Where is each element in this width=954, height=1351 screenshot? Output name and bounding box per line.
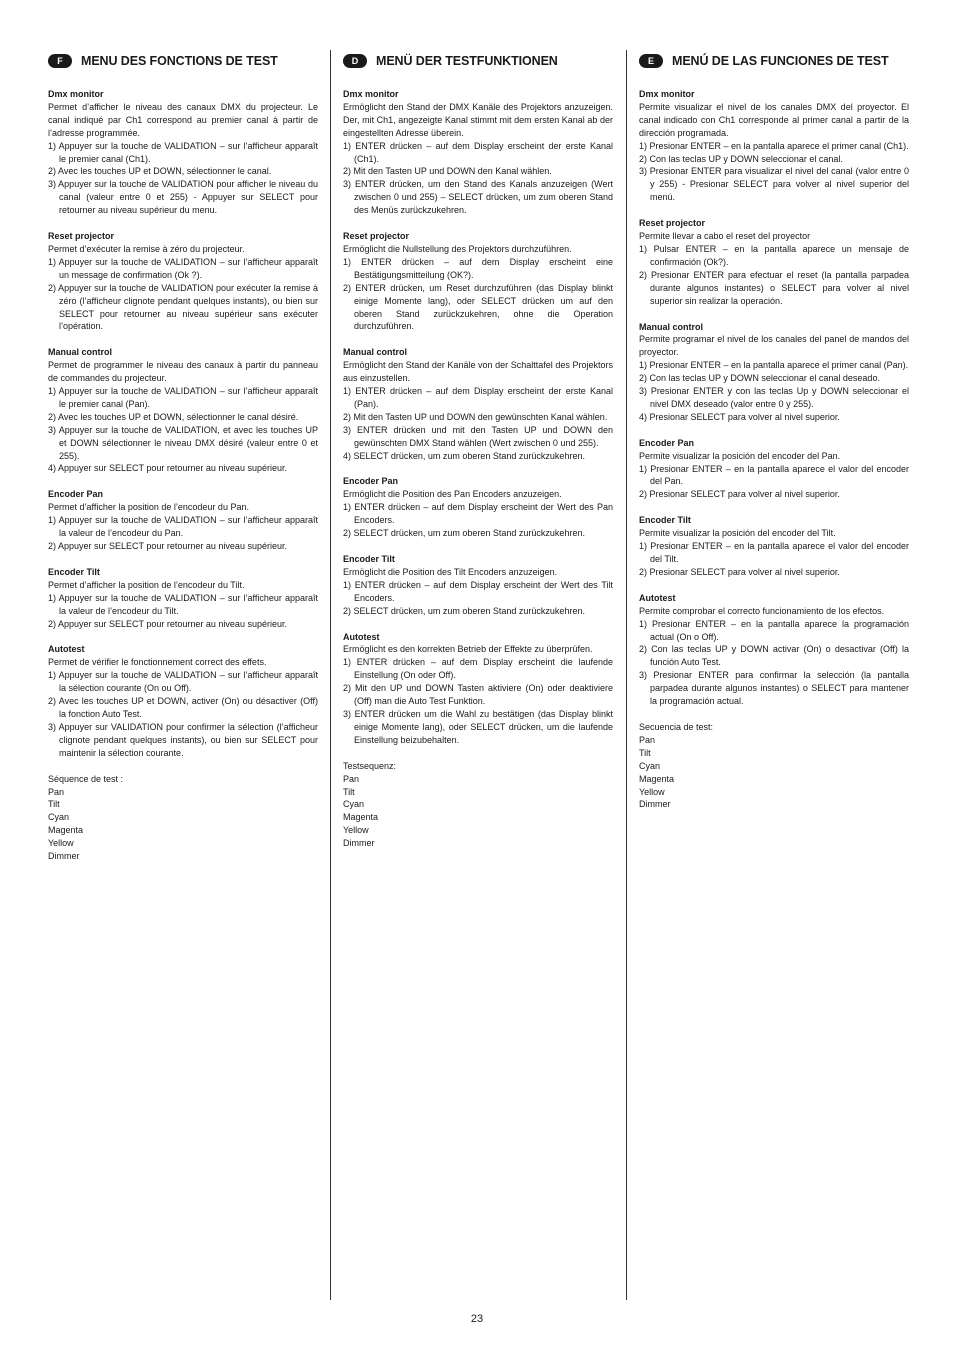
section-title: Manual control	[639, 321, 704, 332]
section-intro: Permite llevar a cabo el reset del proyector	[639, 231, 811, 242]
section-intro: Permet de programmer le niveau des canaux à partir du panneau de commandes du projecteur.	[48, 360, 318, 384]
step-item: 1) Appuyer sur la touche de VALIDATION – sur l’afficheur apparaît la valeur de l’encodeur du Pan.	[48, 515, 318, 539]
sequence-item: Cyan	[48, 812, 70, 823]
column-header	[48, 48, 318, 74]
section	[343, 631, 613, 747]
sequence-item: Yellow	[343, 825, 369, 836]
section-title: Reset projector	[343, 231, 410, 242]
section	[48, 230, 318, 333]
step-item: 1) Appuyer sur la touche de VALIDATION – sur l’afficheur apparaît un message de confirmation (Ok ?).	[48, 256, 318, 280]
step-item: 2) SELECT drücken, um zum oberen Stand zurückzukehren.	[343, 605, 585, 616]
section	[639, 514, 909, 579]
step-item: 1) ENTER drücken – auf dem Display erscheint der Wert des Tilt Encoders.	[343, 579, 613, 603]
section	[343, 553, 613, 618]
sequence-title: Séquence de test :	[48, 773, 124, 784]
step-list	[343, 579, 613, 618]
column-header	[639, 48, 909, 74]
section	[48, 88, 318, 217]
section	[343, 346, 613, 462]
step-item: 2) Con las teclas UP y DOWN activar (On) o desactivar (Off) la función Auto Test.	[639, 644, 909, 668]
step-item: 2) ENTER drücken, um Reset durchzuführen (das Display blinkt einige Momente lang), oder SELECT drücken um auf den oberen Stand zurückzukehren, ohne die Operation durchzuführen.	[343, 282, 613, 332]
step-item: 3) ENTER drücken und mit den Tasten UP und DOWN den gewünschten DMX Stand wählen (Wert zwischen 0 und 255).	[343, 424, 613, 448]
test-sequence	[343, 760, 613, 850]
section	[343, 475, 613, 540]
section-title: Encoder Tilt	[639, 515, 691, 526]
step-item: 1) Presionar ENTER – en la pantalla aparece el primer canal (Pan).	[639, 360, 909, 371]
column-title: MENÚ DE LAS FUNCIONES DE TEST	[672, 54, 889, 68]
step-item: 1) Appuyer sur la touche de VALIDATION – sur l’afficheur apparaît le premier canal (Ch1).	[48, 140, 318, 164]
step-item: 1) Presionar ENTER – en la pantalla aparece el primer canal (Ch1).	[639, 140, 909, 151]
column-french	[48, 48, 318, 863]
section-title: Dmx monitor	[343, 89, 399, 99]
language-badge: D	[343, 54, 367, 68]
step-list	[639, 359, 909, 424]
step-list	[48, 256, 318, 333]
section	[639, 321, 909, 424]
section	[639, 217, 909, 307]
step-item: 1) Presionar ENTER – en la pantalla aparece la programación actual (On o Off).	[639, 618, 909, 642]
section-title: Encoder Pan	[343, 476, 399, 487]
section	[639, 88, 909, 204]
section	[48, 488, 318, 553]
section-intro: Permet d’exécuter la remise à zéro du projecteur.	[48, 243, 245, 254]
step-item: 2) Avec les touches UP et DOWN, activer (On) ou désactiver (Off) la fonction Auto Test.	[48, 696, 318, 719]
step-list	[639, 540, 909, 579]
sequence-item: Dimmer	[639, 799, 671, 810]
section-intro: Ermöglicht den Stand der Kanäle von der Schalttafel des Projektors aus einzustellen.	[343, 360, 613, 384]
step-item: 3) Presionar ENTER y con las teclas Up y DOWN seleccionar el nivel DMX deseado (valor entre 0 y 255).	[639, 386, 909, 409]
sequence-item: Dimmer	[48, 851, 80, 862]
step-item: 2) Presionar ENTER para efectuar el reset (la pantalla parpadea durante algunos instantes) o SELECT para volver al nivel superior sin realizar la operación.	[639, 269, 909, 306]
step-item: 2) Appuyer sur la touche de VALIDATION pour exécuter la remise à zéro (l’afficheur clignote pendant quelques instants), ou bien sur SELECT pour retourner au niveau supérieur sans exécuter l’opération.	[48, 282, 318, 332]
step-list	[48, 140, 318, 217]
step-item: 3) Appuyer sur la touche de VALIDATION, et avec les touches UP et DOWN sélectionner le niveau DMX désiré (valeur entre 0 et 255).	[48, 424, 318, 461]
step-item: 3) Presionar ENTER para visualizar el nivel del canal (valor entre 0 y 255) - Presionar SELECT para volver al nivel superior del menú.	[639, 166, 909, 203]
section-title: Dmx monitor	[639, 89, 695, 99]
step-item: 3) Appuyer sur VALIDATION pour confirmer la sélection (l’afficheur clignote pendant quelques instants), ou bien sur SELECT pour maintenir la sélection courante.	[48, 721, 318, 758]
column-german	[343, 48, 613, 850]
step-item: 2) Presionar SELECT para volver al nivel superior.	[639, 566, 840, 577]
step-list	[48, 669, 318, 759]
step-item: 1) Appuyer sur la touche de VALIDATION – sur l’afficheur apparaît la valeur de l’encodeur du Tilt.	[48, 592, 318, 616]
column-spanish	[639, 48, 909, 811]
step-item: 2) Appuyer sur SELECT pour retourner au niveau supérieur.	[48, 541, 287, 551]
section	[343, 88, 613, 217]
step-list	[639, 140, 909, 205]
column-header	[343, 48, 613, 74]
step-item: 2) Avec les touches UP et DOWN, sélectionner le canal.	[48, 166, 272, 177]
section-title: Autotest	[343, 631, 380, 642]
step-item: 4) Presionar SELECT para volver al nivel superior.	[639, 411, 840, 422]
section-title: Encoder Tilt	[48, 566, 100, 577]
step-list	[343, 501, 613, 540]
section-intro: Permet de vérifier le fonctionnement correct des effets.	[48, 657, 267, 668]
sequence-title: Secuencia de test:	[639, 721, 714, 732]
step-item: 3) Presionar ENTER para confirmar la selección (la pantalla parpadea durante algunos instantes) o SELECT para mantener la programación actual.	[639, 670, 909, 707]
sequence-item: Pan	[48, 786, 65, 797]
step-item: 2) Avec les touches UP et DOWN, sélectionner le canal désiré.	[48, 411, 299, 422]
section-title: Encoder Pan	[639, 437, 695, 448]
sequence-item: Tilt	[343, 786, 355, 797]
step-item: 3) Appuyer sur la touche de VALIDATION pour afficher le niveau du canal (valeur entre 0 et 255) - Appuyer sur SELECT pour retourner au niveau supérieur du menu.	[48, 179, 318, 216]
column-title: MENU DES FONCTIONS DE TEST	[81, 54, 278, 68]
section-intro: Permite comprobar el correcto funcionamiento de los efectos.	[639, 605, 885, 616]
step-list	[639, 243, 909, 308]
step-item: 1) ENTER drücken – auf dem Display erscheint eine Bestätigungsmitteilung (OK?).	[343, 256, 613, 280]
step-item: 4) Appuyer sur SELECT pour retourner au niveau supérieur.	[48, 463, 287, 474]
step-item: 3) ENTER drücken, um den Stand des Kanals anzuzeigen (Wert zwischen 0 und 255) – SELECT drücken, um zum oberen Stand des Menüs zurückzukehren.	[343, 179, 613, 216]
step-item: 1) Appuyer sur la touche de VALIDATION – sur l’afficheur apparaît la sélection courante (On ou Off).	[48, 670, 318, 694]
test-sequence	[639, 721, 909, 811]
step-item: 4) SELECT drücken, um zum oberen Stand zurückzukehren.	[343, 450, 585, 461]
sequence-item: Cyan	[343, 799, 365, 810]
step-list	[343, 140, 613, 217]
column-title: MENÜ DER TESTFUNKTIONEN	[376, 54, 558, 68]
step-item: 2) Mit den Tasten UP und DOWN den Kanal wählen.	[343, 166, 552, 177]
sequence-item: Tilt	[48, 799, 60, 810]
section	[48, 346, 318, 475]
section-intro: Permite visualizar la posición del encoder del Tilt.	[639, 528, 836, 539]
step-item: 2) SELECT drücken, um zum oberen Stand zurückzukehren.	[343, 528, 585, 539]
sequence-item: Cyan	[639, 760, 661, 771]
section	[48, 566, 318, 631]
section-title: Reset projector	[639, 218, 706, 229]
step-item: 2) Mit den UP und DOWN Tasten aktiviere (On) oder deaktiviere (Off) man die Auto Test Funktion.	[343, 683, 613, 707]
section-title: Encoder Tilt	[343, 554, 395, 564]
section-intro: Ermöglicht es den korrekten Betrieb der Effekte zu überprüfen.	[343, 644, 593, 655]
section-intro: Ermöglicht die Nullstellung des Projektors durchzuführen.	[343, 243, 572, 254]
step-list	[343, 656, 613, 746]
step-item: 1) ENTER drücken – auf dem Display erscheint der Wert des Pan Encoders.	[343, 502, 613, 526]
step-list	[48, 514, 318, 553]
step-item: 2) Appuyer sur SELECT pour retourner au niveau supérieur.	[48, 618, 287, 629]
section-intro: Permite programar el nivel de los canales del panel de mandos del proyector.	[639, 334, 909, 358]
step-item: 2) Presionar SELECT para volver al nivel superior.	[639, 489, 840, 500]
step-item: 1) ENTER drücken – auf dem Display erscheint die laufende Einstellung (On oder Off).	[343, 657, 613, 681]
section-intro: Permite visualizar la posición del encoder del Pan.	[639, 450, 841, 461]
section-intro: Ermöglicht den Stand der DMX Kanäle des Projektors anzuzeigen. Der, mit Ch1, angezeigte Kanal stimmt mit dem ersten Kanal ab der eingestellten Adresse überein.	[343, 101, 613, 138]
section-intro: Permet d’afficher la position de l’encodeur du Tilt.	[48, 579, 245, 590]
section-title: Dmx monitor	[48, 89, 104, 99]
sequence-item: Magenta	[639, 773, 675, 784]
section-title: Autotest	[639, 592, 676, 603]
step-item: 1) ENTER drücken – auf dem Display erscheint der erste Kanal (Ch1).	[343, 140, 613, 164]
column-divider	[626, 50, 627, 1300]
step-item: 2) Con las teclas UP y DOWN seleccionar el canal.	[639, 153, 843, 164]
language-badge: F	[48, 54, 72, 68]
section	[48, 643, 318, 759]
section-title: Reset projector	[48, 231, 115, 242]
step-item: 1) Presionar ENTER – en la pantalla aparece el valor del encoder del Pan.	[639, 463, 909, 487]
sequence-item: Yellow	[639, 786, 665, 797]
step-item: 2) Mit den Tasten UP und DOWN den gewünschten Kanal wählen.	[343, 411, 608, 422]
step-list	[343, 385, 613, 462]
step-item: 1) Appuyer sur la touche de VALIDATION – sur l’afficheur apparaît le premier canal (Pan).	[48, 386, 318, 409]
step-item: 1) ENTER drücken – auf dem Display erscheint der erste Kanal (Pan).	[343, 386, 613, 409]
step-item: 3) ENTER drücken um die Wahl zu bestätigen (das Display blinkt einige Momente lang), oder SELECT drücken, um die laufende Einstellung beizubehalten.	[343, 708, 613, 745]
sequence-item: Magenta	[48, 825, 84, 836]
sequence-item: Pan	[639, 734, 656, 745]
step-item: 2) Con las teclas UP y DOWN seleccionar el canal deseado.	[639, 373, 880, 384]
section-title: Manual control	[343, 347, 408, 358]
page-number: 23	[470, 1313, 484, 1325]
sequence-item: Pan	[343, 773, 360, 784]
section	[639, 592, 909, 708]
sequence-item: Dimmer	[343, 838, 375, 849]
sequence-item: Magenta	[343, 812, 379, 823]
section-title: Manual control	[48, 347, 113, 358]
step-list	[48, 592, 318, 631]
column-divider	[330, 50, 331, 1300]
section-intro: Ermöglicht die Position des Tilt Encoders anzuzeigen.	[343, 566, 558, 577]
section-title: Encoder Pan	[48, 489, 104, 500]
section-intro: Ermöglicht die Position des Pan Encoders anzuzeigen.	[343, 489, 562, 500]
section-title: Autotest	[48, 644, 85, 655]
section-intro: Permite visualizar el nivel de los canales DMX del proyector. El canal indicado con Ch1 corresponde al primer canal a partir de la dirección programada.	[639, 101, 909, 138]
section-intro: Permet d’afficher le niveau des canaux DMX du projecteur. Le canal indiqué par Ch1 correspond au premier canal à partir de l’adresse programmée.	[48, 101, 318, 138]
sequence-title: Testsequenz:	[343, 760, 397, 771]
language-badge: E	[639, 54, 663, 68]
sequence-item: Yellow	[48, 838, 74, 849]
test-sequence	[48, 773, 318, 863]
section	[343, 230, 613, 333]
step-item: 1) Pulsar ENTER – en la pantalla aparece un mensaje de confirmación (Ok?).	[639, 243, 909, 267]
step-list	[48, 385, 318, 475]
section	[639, 437, 909, 502]
step-list	[343, 256, 613, 333]
section-intro: Permet d’afficher la position de l’encodeur du Pan.	[48, 502, 249, 513]
sequence-item: Tilt	[639, 747, 651, 758]
step-list	[639, 463, 909, 502]
step-item: 1) Presionar ENTER – en la pantalla aparece el valor del encoder del Tilt.	[639, 541, 909, 564]
step-list	[639, 618, 909, 708]
